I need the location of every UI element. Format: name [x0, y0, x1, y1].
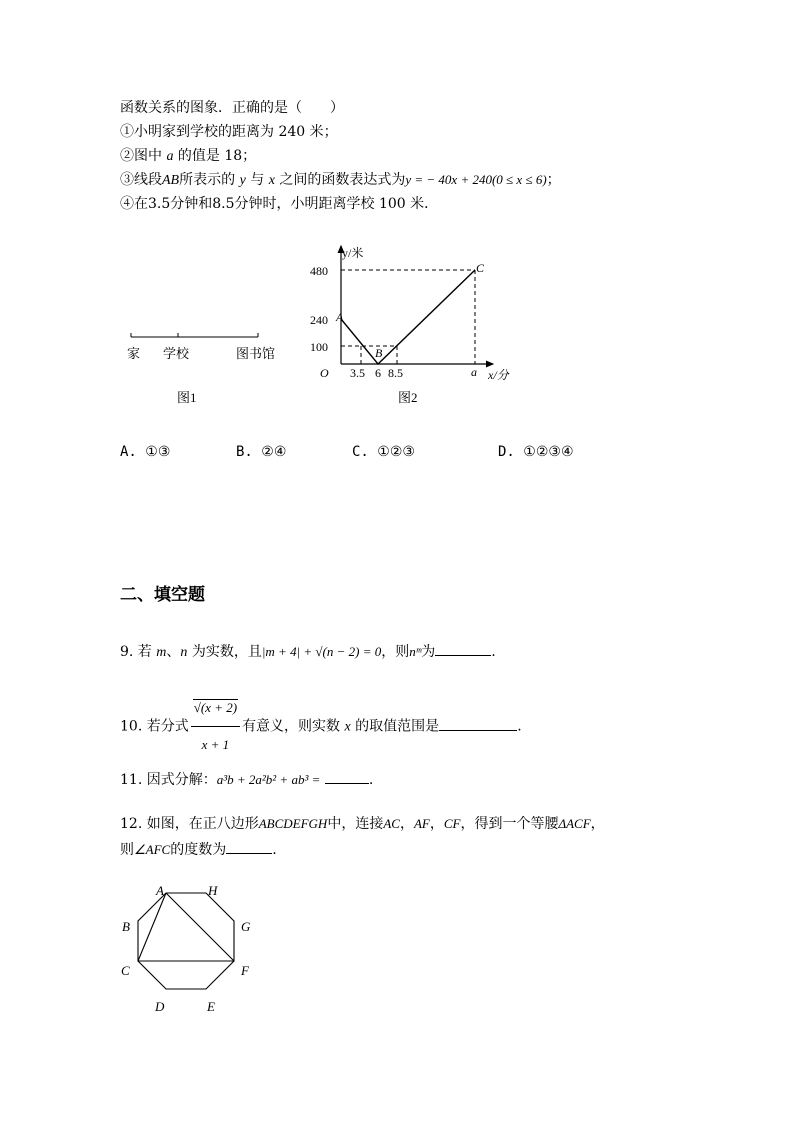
fig2-tick-100: 100	[310, 340, 328, 354]
fig2-caption: 图2	[398, 390, 418, 405]
fig2-point-b: B	[375, 346, 383, 360]
q12-line2-post: 的度数为	[170, 842, 227, 858]
fig1-label-library: 图书馆	[236, 346, 276, 361]
q10-mid: 有意义，则实数	[242, 718, 345, 735]
q9-post: 为	[421, 644, 436, 660]
q11-expr: a³b + 2a²b² + ab³ =	[216, 772, 321, 787]
q12-line-1	[120, 814, 605, 834]
q10	[120, 690, 522, 763]
vertex-h: H	[208, 883, 218, 898]
q10-frac-den: x + 1	[201, 737, 230, 752]
segment-ac	[138, 893, 166, 961]
q12-end1: ，	[590, 816, 605, 832]
fig1-label-home: 家	[127, 346, 141, 361]
vertex-e: E	[207, 999, 215, 1014]
s3-mid2: 与	[245, 172, 269, 188]
q12-answer-blank[interactable]	[226, 839, 272, 854]
fig2-point-a: A	[336, 310, 344, 324]
s3-formula: y = − 40x + 240(0 ≤ x ≤ 6)	[405, 172, 547, 187]
fig2-x-label: x/分	[488, 368, 509, 382]
q11-end: .	[368, 772, 374, 788]
segment-af	[166, 893, 234, 961]
q10-fraction	[191, 690, 240, 763]
octagon-outline	[138, 893, 234, 989]
q9-mid2: ，则	[381, 644, 410, 660]
s3-x: x	[268, 173, 275, 188]
vertex-f: F	[241, 963, 249, 978]
q12-line2-pre: 则	[120, 842, 134, 858]
vertex-d: D	[155, 999, 165, 1014]
q11-answer-blank[interactable]	[325, 769, 369, 784]
fig2-tick-85: 8.5	[388, 366, 403, 380]
section-title: 二、填空题	[120, 585, 205, 605]
q12-pre: 12. 如图，在正八边形	[120, 816, 259, 832]
s3-seg: AB	[162, 173, 180, 188]
q12-angle: ∠AFC	[134, 842, 171, 857]
q10-end: .	[517, 718, 522, 735]
q9-sep: 、	[166, 644, 181, 660]
q12-comma1: ，	[399, 816, 414, 832]
q12-cf: CF	[443, 816, 461, 831]
fig2-tick-240: 240	[310, 313, 328, 327]
fig1-label-school: 学校	[163, 346, 190, 361]
fig2-point-c: C	[476, 261, 485, 275]
s3-y: y	[239, 173, 246, 188]
s3-mid3: 之间的函数表达式为	[274, 172, 406, 188]
vertex-c: C	[121, 963, 130, 978]
option-c[interactable]: C. ①②③	[352, 444, 415, 460]
q12-comma2: ，	[429, 816, 444, 832]
q9	[120, 641, 496, 663]
s3-pre: ③线段	[120, 172, 162, 188]
vertex-g: G	[241, 919, 251, 934]
q8-statement-1: ①小明家到学校的距离为 240 米；	[120, 124, 338, 140]
q9-pow: nᵐ	[409, 644, 422, 659]
q9-m: m	[156, 645, 167, 660]
q9-n: n	[180, 645, 188, 660]
fig2-tick-35: 3.5	[350, 366, 365, 380]
q12-octagon: ABCDEFGH	[258, 816, 328, 831]
q12-post: ，得到一个等腰	[460, 816, 559, 832]
fig2-y-label: y/米	[342, 246, 364, 260]
q9-end: .	[491, 644, 496, 660]
q12-end: .	[272, 842, 277, 858]
q9-expr: |m + 4| + √(n − 2) = 0	[261, 644, 382, 659]
option-b[interactable]: B. ②④	[236, 444, 287, 460]
q10-frac-num: √(x + 2)	[193, 700, 238, 715]
q10-post: 的取值范围是	[350, 718, 440, 735]
q8-stem: 函数关系的图象．正确的是（ ）	[120, 100, 344, 116]
fig1-caption: 图1	[177, 390, 197, 405]
q11	[120, 769, 373, 790]
q12-ac: AC	[383, 816, 400, 831]
octagon-figure	[110, 876, 270, 1021]
q12-mid: 中，连接	[327, 816, 384, 832]
fig2-tick-480: 480	[310, 264, 328, 278]
figure-1	[120, 325, 290, 405]
s3-post: ；	[546, 172, 561, 188]
q10-answer-blank[interactable]	[439, 716, 517, 731]
q9-pre: 9. 若	[120, 644, 157, 660]
q9-mid: 为实数，且	[187, 644, 262, 660]
figure-2	[300, 240, 530, 408]
s2-pre: ②图中	[120, 148, 167, 164]
q8-statement-2	[120, 146, 256, 167]
q11-pre: 11. 因式分解：	[120, 772, 217, 788]
q10-x: x	[344, 719, 351, 735]
s2-post: 的值是 18；	[173, 148, 257, 164]
option-a[interactable]: A. ①③	[120, 444, 171, 460]
fig2-origin: O	[320, 366, 329, 380]
q12-line-2	[120, 839, 277, 860]
q9-answer-blank[interactable]	[435, 641, 491, 656]
q10-pre: 10. 若分式	[120, 718, 189, 735]
s3-mid1: 所表示的	[179, 172, 240, 188]
q8-statement-4: ④在3.5分钟和8.5分钟时，小明距离学校 100 米．	[120, 196, 439, 212]
option-d[interactable]: D. ①②③④	[498, 444, 574, 460]
q12-tri: ΔACF	[558, 816, 591, 831]
vertex-a: A	[156, 883, 164, 898]
q8-statement-3	[120, 170, 561, 191]
fig2-tick-6: 6	[375, 366, 381, 380]
vertex-b: B	[122, 919, 130, 934]
q12-af: AF	[413, 816, 430, 831]
fig2-tick-a: a	[471, 365, 477, 379]
s2-var: a	[166, 149, 174, 164]
